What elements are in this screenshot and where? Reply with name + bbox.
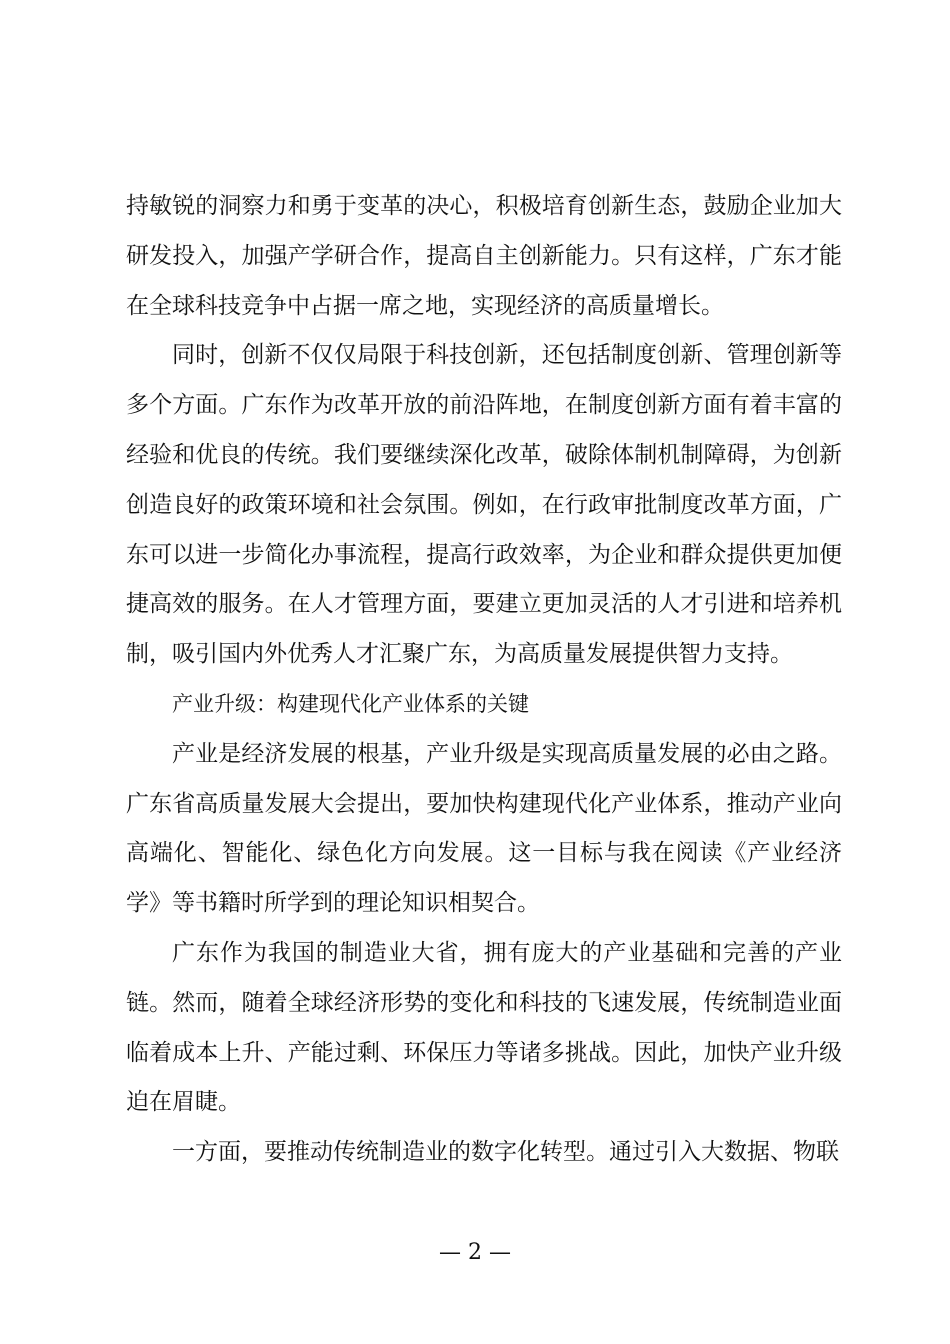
section-heading-industrial-upgrade: 产业升级：构建现代化产业体系的关键 <box>172 691 529 716</box>
paragraph-continuation: 持敏锐的洞察力和勇于变革的决心，积极培育创新生态，鼓励企业加大研发投入，加强产学研合作，提高自主创新能力。只有这样，广东才能在全球科技竞争中占据一席之地，实现经济的高质量增长。 <box>126 193 842 319</box>
page-number: — 2 — <box>439 1240 511 1265</box>
paragraph-industry-foundation: 产业是经济发展的根基，产业升级是实现高质量发展的必由之路。广东省高质量发展大会提出，要加快构建现代化产业体系，推动产业向高端化、智能化、绿色化方向发展。这一目标与我在阅读《产业经济学》等书籍时所学到的理论知识相契合。 <box>126 740 842 917</box>
paragraph-manufacturing-challenges: 广东作为我国的制造业大省，拥有庞大的产业基础和完善的产业链。然而，随着全球经济形势的变化和科技的飞速发展，传统制造业面临着成本上升、产能过剩、环保压力等诸多挑战。因此，加快产业升级迫在眉睫。 <box>126 939 842 1116</box>
document-body <box>126 182 842 1178</box>
paragraph-institutional-innovation: 同时，创新不仅仅局限于科技创新，还包括制度创新、管理创新等多个方面。广东作为改革开放的前沿阵地，在制度创新方面有着丰富的经验和优良的传统。我们要继续深化改革，破除体制机制障碍，为创新创造良好的政策环境和社会氛围。例如，在行政审批制度改革方面，广东可以进一步简化办事流程，提高行政效率，为企业和群众提供更加便捷高效的服务。在人才管理方面，要建立更加灵活的人才引进和培养机制，吸引国内外优秀人才汇聚广东，为高质量发展提供智力支持。 <box>126 342 842 668</box>
paragraph-digital-transformation: 一方面，要推动传统制造业的数字化转型。通过引入大数据、物联 <box>172 1139 839 1166</box>
